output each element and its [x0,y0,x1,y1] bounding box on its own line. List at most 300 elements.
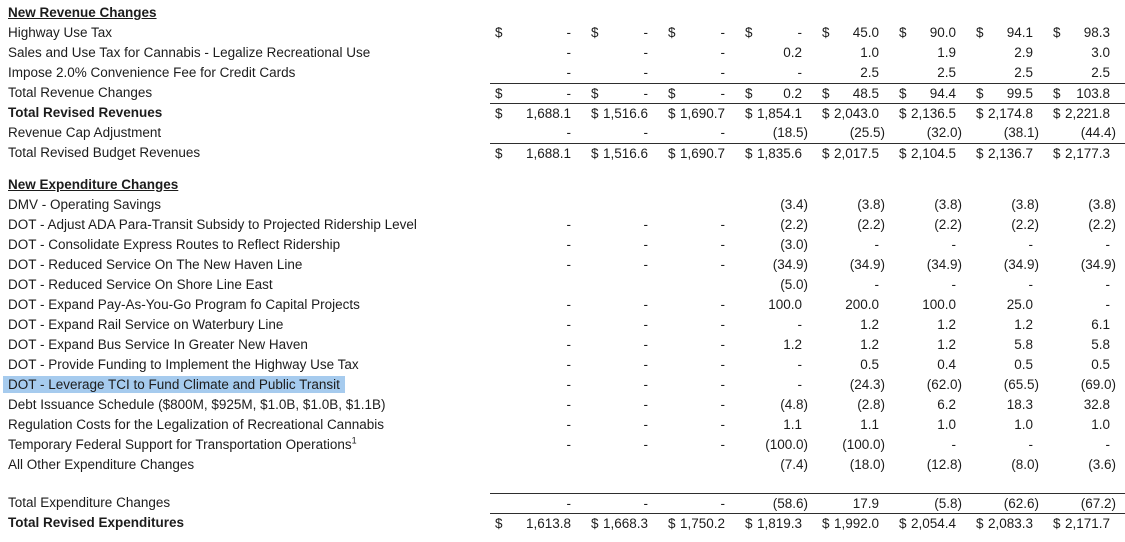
value-cell [663,455,740,475]
cell-value: (34.9) [1003,257,1039,272]
row-label-text: DOT - Expand Bus Service In Greater New Haven [8,337,308,352]
row-label [0,435,490,455]
cell-value: - [797,317,802,332]
cell-value: - [720,496,725,511]
cell-value: 0.2 [783,86,802,101]
value-cell [490,455,586,475]
row-values [490,513,1125,533]
value-cell [1048,315,1125,335]
cell-value: - [643,317,648,332]
cell-value: 2,017.5 [833,146,879,161]
cell-value: - [874,277,879,292]
value-cell [586,315,663,335]
dollar-sign: $ [745,25,753,40]
cell-value: (3.0) [780,237,808,252]
dollar-sign: $ [591,106,599,121]
cell-value: - [720,25,725,40]
value-cell [663,23,740,43]
value-cell [817,494,894,514]
value-cell [490,494,586,514]
revenue-section [0,3,1125,163]
row-label-text: Total Revised Budget Revenues [8,145,201,160]
value-cell [663,514,740,534]
dollar-sign: $ [591,146,599,161]
cell-value: - [643,357,648,372]
table-row [0,455,1125,475]
cell-value: (3.8) [934,197,962,212]
dollar-sign: $ [495,25,503,40]
value-cell [740,43,817,63]
row-label-text: DOT - Provide Funding to Implement the Highway Use Tax [8,357,359,372]
value-cell [586,43,663,63]
cell-value: (8.0) [1011,457,1039,472]
value-cell [490,335,586,355]
value-cell [1048,84,1125,104]
cell-value: - [643,45,648,60]
value-cell [740,335,817,355]
value-cell [971,514,1048,534]
row-label [0,275,490,295]
value-cell [894,123,971,143]
value-cell [586,63,663,83]
value-cell [817,375,894,395]
table-row [0,493,1125,513]
table-row [0,143,1125,163]
cell-value: - [643,25,648,40]
value-cell [817,315,894,335]
value-cell [663,144,740,164]
value-cell [663,275,740,295]
dollar-sign: $ [822,86,830,101]
cell-value: 2.5 [1014,65,1033,80]
table-row [0,123,1125,143]
value-cell [490,514,586,534]
value-cell [1048,275,1125,295]
cell-value: - [643,65,648,80]
dollar-sign: $ [899,25,907,40]
dollar-sign: $ [495,146,503,161]
value-cell [740,104,817,124]
cell-value: - [720,297,725,312]
value-cell [971,375,1048,395]
table-row [0,235,1125,255]
value-cell [817,104,894,124]
cell-value: - [643,237,648,252]
cell-value: 1.9 [937,45,956,60]
value-cell [1048,435,1125,455]
value-cell [1048,235,1125,255]
dollar-sign: $ [745,146,753,161]
value-cell [894,23,971,43]
cell-value: 1.0 [860,45,879,60]
value-cell [817,195,894,215]
cell-value: 2,043.0 [833,106,879,121]
cell-value: - [566,337,571,352]
value-cell [586,415,663,435]
row-label-text: Impose 2.0% Convenience Fee for Credit Cards [8,65,296,80]
value-cell [894,335,971,355]
table-row [0,195,1125,215]
cell-value: 99.5 [1006,86,1033,101]
value-cell [740,494,817,514]
cell-value: 103.8 [1076,86,1110,101]
value-cell [817,455,894,475]
value-cell [971,315,1048,335]
cell-value: - [720,65,725,80]
value-cell [586,255,663,275]
row-label-text: Sales and Use Tax for Cannabis - Legalize Recreational Use [8,45,371,60]
cell-value: 94.4 [929,86,956,101]
value-cell [817,84,894,104]
cell-value: (2.2) [934,217,962,232]
cell-value: - [566,417,571,432]
value-cell [740,415,817,435]
cell-value: 2.5 [937,65,956,80]
cell-value: 1.2 [937,337,956,352]
value-cell [740,435,817,455]
cell-value: - [566,217,571,232]
value-cell [490,84,586,104]
value-cell [817,144,894,164]
value-cell [1048,295,1125,315]
cell-value: - [1105,237,1110,252]
cell-value: 3.0 [1091,45,1110,60]
cell-value: - [720,397,725,412]
row-values [490,355,1125,375]
value-cell [971,494,1048,514]
value-cell [971,84,1048,104]
cell-value: (62.6) [1003,496,1039,511]
cell-value: (7.4) [780,457,808,472]
cell-value: 1,613.8 [525,516,571,531]
cell-value: (34.9) [1080,257,1116,272]
value-cell [817,63,894,83]
row-label-text: DMV - Operating Savings [8,197,162,212]
value-cell [1048,335,1125,355]
table-row [0,23,1125,43]
row-label [0,455,490,475]
row-label [0,315,490,335]
cell-value: 17.9 [852,496,879,511]
row-label-text: DOT - Reduced Service On Shore Line East [8,277,273,292]
table-row [0,43,1125,63]
value-cell [894,144,971,164]
table-row [0,255,1125,275]
cell-value: (2.2) [780,217,808,232]
dollar-sign: $ [591,86,599,101]
row-label-text: Total Expenditure Changes [8,495,171,510]
dollar-sign: $ [976,86,984,101]
value-cell [663,123,740,143]
cell-value: (3.4) [780,197,808,212]
value-cell [817,415,894,435]
value-cell [586,355,663,375]
row-values [490,275,1125,295]
value-cell [586,275,663,295]
value-cell [817,435,894,455]
cell-value: (5.8) [934,496,962,511]
cell-value: 2.5 [1091,65,1110,80]
row-values [490,335,1125,355]
cell-value: 2,136.5 [910,106,956,121]
cell-value: 1.2 [937,317,956,332]
cell-value: (18.5) [772,125,808,140]
cell-value: - [951,437,956,452]
value-cell [1048,43,1125,63]
dollar-sign: $ [899,106,907,121]
row-values [490,395,1125,415]
cell-value: - [720,257,725,272]
value-cell [1048,255,1125,275]
cell-value: 1.0 [937,417,956,432]
cell-value: - [1105,277,1110,292]
cell-value: - [566,257,571,272]
cell-value: - [643,217,648,232]
value-cell [490,23,586,43]
cell-value: - [720,217,725,232]
row-label-text: DOT - Expand Rail Service on Waterbury Line [8,317,284,332]
dollar-sign: $ [591,516,599,531]
value-cell [894,315,971,335]
row-label-text: Total Revenue Changes [8,85,153,100]
dollar-sign: $ [822,106,830,121]
cell-value: 200.0 [845,297,879,312]
value-cell [490,43,586,63]
table-row [0,375,1125,395]
cell-value: - [566,397,571,412]
value-cell [586,104,663,124]
dollar-sign: $ [899,86,907,101]
value-cell [740,23,817,43]
value-cell [1048,415,1125,435]
value-cell [894,375,971,395]
cell-value: 5.8 [1014,337,1033,352]
cell-value: - [874,237,879,252]
cell-value: - [643,377,648,392]
cell-value: - [1105,297,1110,312]
value-cell [663,375,740,395]
value-cell [817,123,894,143]
cell-value: 0.5 [1014,357,1033,372]
value-cell [894,275,971,295]
row-values [490,123,1125,143]
table-row [0,295,1125,315]
value-cell [740,395,817,415]
table-row [0,395,1125,415]
cell-value: - [797,65,802,80]
value-cell [740,215,817,235]
table-row [0,103,1125,123]
value-cell [971,415,1048,435]
cell-value: 2.5 [860,65,879,80]
value-cell [490,235,586,255]
cell-value: - [643,397,648,412]
cell-value: (100.0) [765,437,808,452]
table-row [0,335,1125,355]
value-cell [586,235,663,255]
cell-value: 2,174.8 [987,106,1033,121]
value-cell [740,195,817,215]
cell-value: - [566,65,571,80]
expenditure-section [0,175,1125,533]
value-cell [490,415,586,435]
cell-value: (34.9) [926,257,962,272]
cell-value: - [566,45,571,60]
value-cell [1048,104,1125,124]
cell-value: (69.0) [1080,377,1116,392]
row-label-text: DOT - Consolidate Express Routes to Reflect Ridership [8,237,341,252]
cell-value: (62.0) [926,377,962,392]
value-cell [663,43,740,63]
section-title: New Expenditure Changes [8,177,179,192]
value-cell [971,335,1048,355]
expenditure-totals [0,493,1125,533]
row-label [0,255,490,275]
value-cell [586,435,663,455]
row-label [0,493,490,513]
value-cell [490,123,586,143]
value-cell [894,295,971,315]
value-cell [817,43,894,63]
value-cell [740,144,817,164]
cell-value: - [720,437,725,452]
value-cell [894,494,971,514]
row-values [490,455,1125,475]
cell-value: - [566,86,571,101]
cell-value: 0.2 [783,45,802,60]
cell-value: - [566,496,571,511]
row-label [0,235,490,255]
cell-value: - [720,357,725,372]
cell-value: (34.9) [772,257,808,272]
value-cell [663,415,740,435]
cell-value: 0.4 [937,357,956,372]
value-cell [894,355,971,375]
cell-value: 1,690.7 [679,106,725,121]
cell-value: - [720,337,725,352]
cell-value: - [1028,237,1033,252]
dollar-sign: $ [1053,106,1061,121]
dollar-sign: $ [495,516,503,531]
section-header [0,175,1125,195]
highlighted-row-label: DOT - Leverage TCI to Fund Climate and Public Transit [3,376,345,393]
value-cell [490,195,586,215]
value-cell [894,435,971,455]
cell-value: - [720,125,725,140]
cell-value: - [566,317,571,332]
value-cell [663,315,740,335]
value-cell [817,255,894,275]
dollar-sign: $ [668,146,676,161]
value-cell [1048,63,1125,83]
cell-value: 0.5 [860,357,879,372]
row-values [490,435,1125,455]
value-cell [586,514,663,534]
revenue-rows [0,23,1125,163]
cell-value: (18.0) [849,457,885,472]
value-cell [586,375,663,395]
cell-value: - [1105,437,1110,452]
value-cell [490,295,586,315]
value-cell [1048,23,1125,43]
cell-value: 2,054.4 [910,516,956,531]
value-cell [740,355,817,375]
value-cell [586,455,663,475]
value-cell [1048,494,1125,514]
value-cell [490,144,586,164]
cell-value: (100.0) [842,437,885,452]
table-row [0,513,1125,533]
value-cell [894,255,971,275]
cell-value: (67.2) [1080,496,1116,511]
value-cell [490,395,586,415]
cell-value: 2,177.3 [1064,146,1110,161]
cell-value: 1,668.3 [602,516,648,531]
cell-value: (2.8) [857,397,885,412]
value-cell [971,23,1048,43]
cell-value: 2,221.8 [1064,106,1110,121]
row-label [0,355,490,375]
value-cell [817,295,894,315]
row-label [0,513,490,533]
row-label [0,23,490,43]
row-values [490,103,1125,123]
value-cell [971,63,1048,83]
value-cell [663,255,740,275]
value-cell [971,295,1048,315]
value-cell [490,375,586,395]
dollar-sign: $ [495,106,503,121]
value-cell [894,395,971,415]
cell-value: 98.3 [1083,25,1110,40]
value-cell [663,494,740,514]
cell-value: (58.6) [772,496,808,511]
cell-value: 1.2 [1014,317,1033,332]
table-row [0,355,1125,375]
row-values [490,375,1125,395]
value-cell [817,23,894,43]
cell-value: - [643,337,648,352]
cell-value: - [643,86,648,101]
cell-value: 18.3 [1006,397,1033,412]
cell-value: - [720,377,725,392]
cell-value: - [797,25,802,40]
value-cell [894,235,971,255]
cell-value: (65.5) [1003,377,1039,392]
cell-value: (5.0) [780,277,808,292]
row-label-text: DOT - Expand Pay-As-You-Go Program fo Capital Projects [8,297,360,312]
cell-value: 2,083.3 [987,516,1033,531]
value-cell [663,435,740,455]
value-cell [971,455,1048,475]
dollar-sign: $ [745,86,753,101]
value-cell [894,63,971,83]
value-cell [740,295,817,315]
value-cell [740,63,817,83]
value-cell [663,84,740,104]
cell-value: 100.0 [768,297,802,312]
value-cell [817,235,894,255]
dollar-sign: $ [668,86,676,101]
cell-value: 1.1 [860,417,879,432]
value-cell [740,315,817,335]
section-spacer [0,163,1125,175]
cell-value: 1,690.7 [679,146,725,161]
value-cell [971,255,1048,275]
cell-value: 2.9 [1014,45,1033,60]
cell-value: 6.1 [1091,317,1110,332]
row-label [0,395,490,415]
